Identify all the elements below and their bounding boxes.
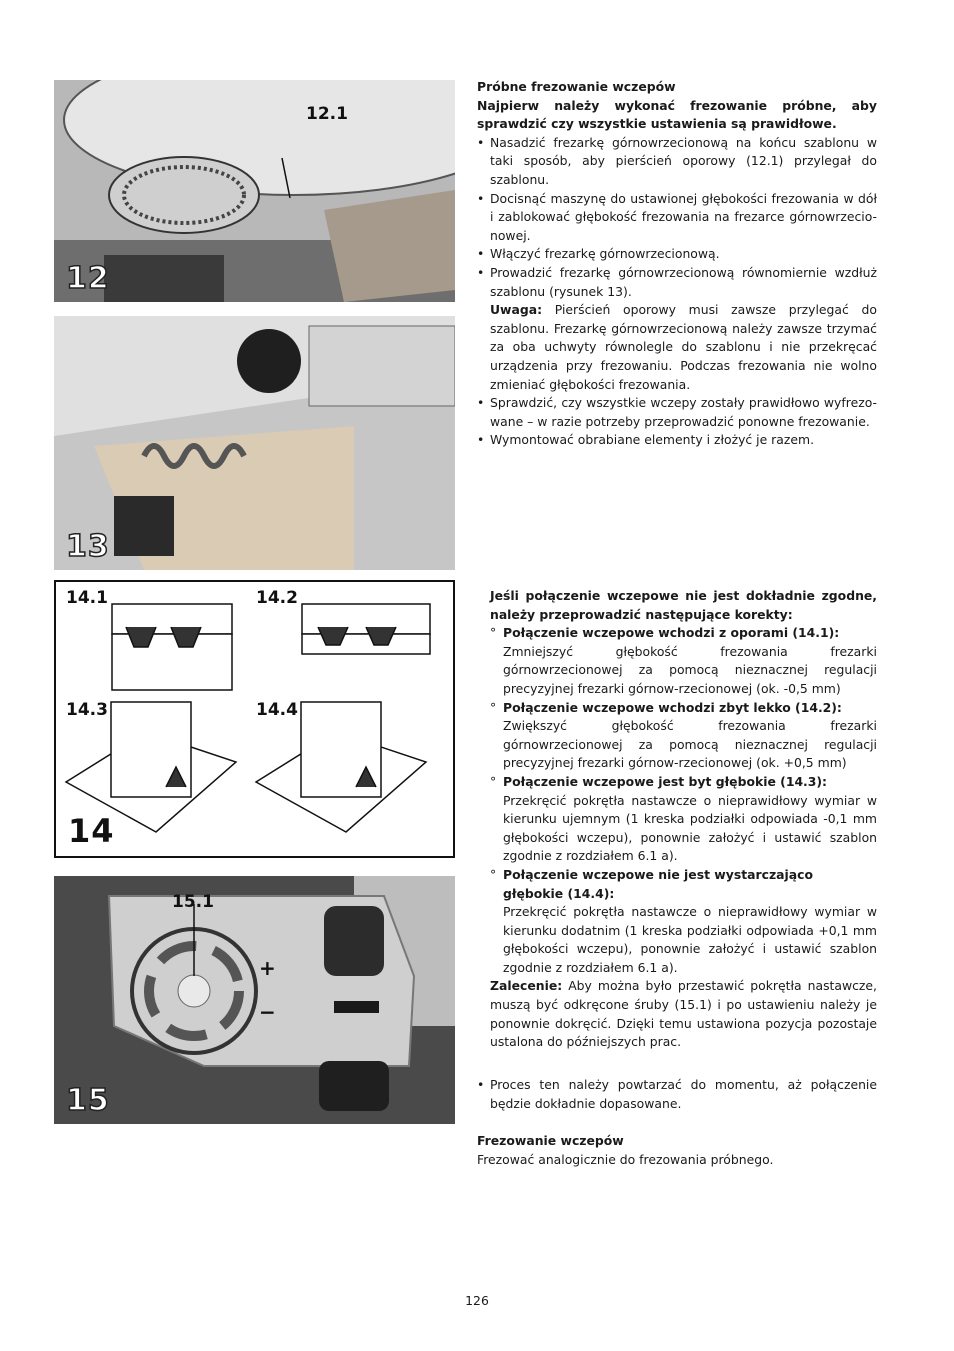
figure-15-minus: − (259, 1000, 276, 1024)
section-heading: Próbne frezowanie wczepów (477, 79, 676, 94)
figure-14-1-label: 14.1 (66, 588, 108, 608)
note (477, 301, 877, 394)
list-item: • Nasadzić frezarkę górnowrzecionową na końcu szablonu w taki sposób, aby pierścień oporowy (12.1) przylegał do szablonu. (477, 134, 877, 187)
correction-item: ° Połączenie wczepowe nie jest wystarczająco głębokie (14.4): Przekręcić pokrętła nastawcze o nieprawidłowy wymiar w kierunku dodatnim (1 kreska podziałki odpowiada +0,1 mm głębokości wczepu), ponownie założyć i ustawić szablon zgodnie z rozdziałem 6.1 a). (477, 866, 877, 978)
list-item: • Proces ten należy powtarzać do momentu, aż połączenie będzie dokładnie dopasowane. (477, 1077, 877, 1111)
figure-15-plus: + (259, 956, 276, 980)
section-intro: Najpierw należy wykonać frezowanie próbne, aby sprawdzić czy wszystkie ustawienia są prawidłowe. (477, 97, 877, 132)
tip-text: Aby można było przestawić pokrętła nastawcze, muszą być odkręcone śruby (15.1) i po ustawieniu należy je ponownie dokręcić. Dzięki temu ustawiona pozycja pozostaje ustalona do późniejszych prac. (490, 978, 877, 1050)
correction-title: Połączenie wczepowe nie jest wystarczająco głębokie (14.4): (503, 866, 813, 901)
figure-14-drawing (56, 582, 453, 856)
figure-14-2-label: 14.2 (256, 588, 298, 608)
figure-14-3-label: 14.3 (66, 700, 108, 720)
figure-15 (54, 876, 455, 1124)
figure-13-number: 13 (66, 529, 110, 564)
correction-text: Przekręcić pokrętła nastawcze o nieprawidłowy wymiar w kierunku ujemnym (1 kreska podziałki odpowiada -0,1 mm głębokości wczepu), ponownie założyć i ustawić szablon zgodnie z rozdziałem 6.1 a). (503, 792, 877, 864)
correction-item: ° Połączenie wczepowe wchodzi zbyt lekko (14.2): Zwiększyć głębokość frezowania frezarki górnowrzecionowej za pomocą nieznacznej regulacji precyzyjnej frezarki górnow-rzecionowej (ok. +0,5 mm) (477, 699, 877, 773)
tip (477, 977, 877, 1051)
list-item: • Prowadzić frezarkę górnowrzecionową równomiernie wzdłuż szablonu (rysunek 13). (477, 264, 877, 299)
correction-item: ° Połączenie wczepowe wchodzi z oporami (14.1): Zmniejszyć głębokość frezowania frezarki górnowrzecionowej za pomocą nieznacznej regulacji precyzyjnej frezarki górnow-rzecionowej (ok. -0,5 mm) (477, 624, 877, 698)
note-label: Uwaga: (490, 302, 543, 318)
list-item: • Wymontować obrabiane elementy i złożyć je razem. (477, 432, 815, 448)
figure-14-4-label: 14.4 (256, 700, 298, 720)
page-number: 126 (465, 1293, 489, 1308)
correction-text: Zwiększyć głębokość frezowania frezarki górnowrzecionowej za pomocą nieznacznej regulacji precyzyjnej frezarki górnow-rzecionowej (ok. +0,5 mm) (503, 718, 877, 771)
note-text: Pierścień oporowy musi zawsze przylegać do szablonu. Frezarkę górnowrzecionową należy zawsze trzymać za oba uchwyty równolegle do szablonu i nie przekręcać urządzenia przy frezowaniu. Podczas frezowania nie wolno zmieniać głębokości frezowania. (490, 302, 877, 392)
figure-15-number: 15 (66, 1083, 110, 1118)
section-text: Frezować analogicznie do frezowania próbnego. (477, 1151, 774, 1167)
figure-12-photo (54, 80, 455, 302)
figure-13-photo (54, 316, 455, 570)
section-test-milling (477, 78, 877, 450)
figure-15-photo (54, 876, 455, 1124)
correction-title: Połączenie wczepowe wchodzi zbyt lekko (14.2): (503, 699, 842, 715)
figure-12-callout: 12.1 (306, 104, 348, 124)
correction-title: Połączenie wczepowe jest byt głębokie (14.3): (503, 773, 828, 789)
section-corrections (477, 587, 877, 1052)
section-milling (477, 1132, 877, 1169)
figure-15-callout: 15.1 (172, 892, 214, 912)
bullet-list (477, 134, 877, 301)
section-heading: Frezowanie wczepów (477, 1133, 624, 1148)
list-item: • Sprawdzić, czy wszystkie wczepy zostały prawidłowo wyfrezo-wane – w razie potrzeby przeprowadzić ponowne frezowanie. (477, 395, 877, 429)
figure-14 (54, 580, 455, 858)
correction-text: Zmniejszyć głębokość frezowania frezarki górnowrzecionowej za pomocą nieznacznej regulacji precyzyjnej frezarki górnow-rzecionowej (ok. -0,5 mm) (503, 643, 877, 696)
corrections-intro: Jeśli połączenie wczepowe nie jest dokładnie zgodne, należy przeprowadzić następujące korekty: (490, 588, 877, 622)
figure-14-number: 14 (68, 812, 115, 850)
list-item: • Docisnąć maszynę do ustawionej głębokości frezowania w dół i zablokować głębokość frezowania na frezarce górnowrzecio-nowej. (477, 190, 877, 243)
list-item: • Włączyć frezarkę górnowrzecionową. (477, 246, 720, 262)
correction-text: Przekręcić pokrętła nastawcze o nieprawidłowy wymiar w kierunku dodatnim (1 kreska podziałki odpowiada +0,1 mm głębokości wczepu), ponownie założyć i ustawić szablon zgodnie z rozdziałem 6.1 a). (503, 904, 877, 975)
section-repeat (477, 1076, 877, 1113)
bullet-list-2 (477, 394, 877, 450)
figure-12 (54, 80, 455, 302)
correction-title: Połączenie wczepowe wchodzi z oporami (14.1): (503, 625, 840, 641)
figure-12-number: 12 (66, 261, 110, 296)
figure-13 (54, 316, 455, 570)
correction-item: ° Połączenie wczepowe jest byt głębokie (14.3): Przekręcić pokrętła nastawcze o nieprawidłowy wymiar w kierunku ujemnym (1 kreska podziałki odpowiada -0,1 mm głębokości wczepu), ponownie założyć i ustawić szablon zgodnie z rozdziałem 6.1 a). (477, 773, 877, 866)
tip-label: Zalecenie: (490, 978, 563, 994)
